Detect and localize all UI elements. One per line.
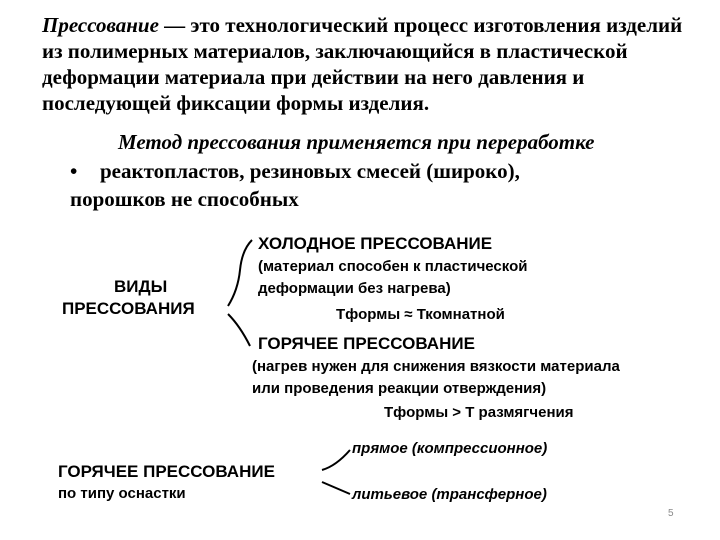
page-number: 5	[668, 508, 674, 519]
bullet-line-2: порошков не способных	[70, 187, 299, 211]
connector-to-transfer	[322, 482, 350, 494]
cold-pressing-desc-2: деформации без нагрева)	[258, 280, 451, 297]
connector-to-direct	[322, 450, 350, 470]
definition-text: — это технологический процесс изготовления изделий из полимерных материалов, заключающийся в пластической деформации материала при действии на него давления и последующей фиксации формы изделия.	[42, 13, 683, 115]
hot-pressing-title: ГОРЯЧЕЕ ПРЕССОВАНИЕ	[258, 334, 475, 353]
method-line: Метод прессования применяется при переработке	[118, 130, 595, 154]
connector-to-hot	[228, 314, 250, 346]
cold-pressing-title: ХОЛОДНОЕ ПРЕССОВАНИЕ	[258, 234, 493, 253]
hot-tooling-subtitle: по типу оснастки	[58, 485, 186, 502]
option-direct: прямое (компрессионное)	[352, 440, 548, 457]
hot-tooling-title: ГОРЯЧЕЕ ПРЕССОВАНИЕ	[58, 462, 275, 481]
types-label-1: ВИДЫ	[114, 277, 168, 296]
bullet-line-1: реактопластов, резиновых смесей (широко),	[100, 159, 520, 183]
hot-pressing-desc-1: (нагрев нужен для снижения вязкости материала	[252, 358, 620, 375]
term-pressing: Прессование	[42, 13, 159, 37]
connector-to-cold	[228, 240, 252, 306]
hot-pressing-formula: Тформы > Т размягчения	[384, 404, 574, 421]
hot-pressing-desc-2: или проведения реакции отверждения)	[252, 380, 547, 397]
cold-pressing-desc-1: (материал способен к пластической	[258, 258, 528, 275]
cold-pressing-formula: Тформы ≈ Ткомнатной	[336, 306, 505, 323]
bullet-symbol: •	[70, 159, 78, 183]
types-label-2: ПРЕССОВАНИЯ	[62, 299, 195, 318]
option-transfer: литьевое (трансферное)	[352, 486, 547, 503]
